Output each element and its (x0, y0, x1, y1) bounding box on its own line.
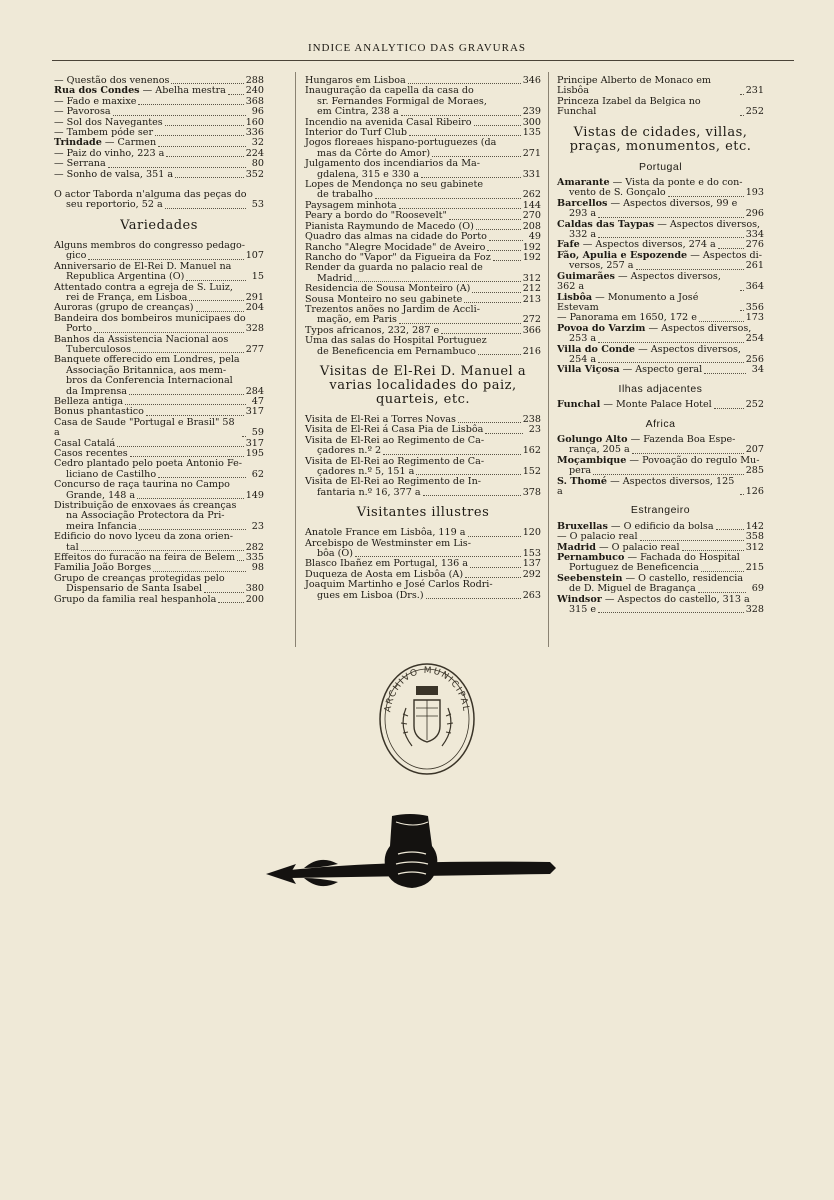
index-entry: Funchal — Monte Palace Hotel 252 (557, 399, 764, 411)
index-entry: Auroras (grupo de creanças) 204 (54, 302, 264, 314)
page-number: 252 (745, 399, 764, 411)
page-number: 292 (522, 568, 541, 580)
page-number: 195 (245, 448, 264, 459)
page-number: 231 (745, 85, 764, 97)
section-title-variedades: Variedades (120, 217, 198, 233)
index-entry: Visita de El-Rei á Casa Pia de Lisbôa 23 (305, 424, 541, 436)
index-entry: Principe Alberto de Monaco em Lisbôa 231 (557, 75, 764, 97)
page-number: 80 (251, 158, 264, 170)
top-rule (52, 60, 794, 61)
index-entry: Barcellos — Aspectos diversos, 99 e 293 a 296 (557, 197, 764, 220)
page-number: 284 (245, 385, 264, 397)
index-entry: Grupo de creanças protegidas pelo Dispensario de Santa Isabel 380 (54, 572, 264, 595)
index-entry: Seebenstein — O castello, residencia de D. Miguel de Bragança 69 (557, 572, 764, 595)
page-number: 213 (522, 293, 541, 305)
index-entry: — Pavorosa 96 (54, 106, 264, 118)
index-entry: Trezentos anões no Jardim de Accli- mação, em Paris 272 (305, 303, 541, 326)
index-entry: Trindade — Carmen 32 (54, 137, 264, 149)
page-number: 335 (245, 552, 264, 564)
page-number: 144 (522, 199, 541, 211)
page-number: 173 (745, 312, 764, 324)
page-number: 312 (745, 541, 764, 553)
page-number: 47 (251, 395, 264, 407)
page-number: 328 (245, 323, 264, 335)
page-number: 282 (245, 541, 264, 553)
page-number: 254 (745, 333, 764, 345)
index-entry: Sousa Monteiro no seu gabinete 213 (305, 293, 541, 305)
page-number: 152 (522, 466, 541, 477)
page-number: 356 (745, 301, 764, 313)
page-number: 32 (251, 137, 264, 149)
page-number: 285 (745, 465, 764, 477)
section-title-africa: Africa (645, 417, 676, 430)
page-number: 59 (251, 427, 264, 439)
index-entry: Bandeira dos bombeiros municipaes do Porto 328 (54, 312, 264, 335)
index-entry: Lisbôa — Monumento a José Estevam 356 (557, 291, 764, 313)
page-number: 193 (745, 187, 764, 199)
page-number: 317 (245, 406, 264, 418)
page-number: 49 (528, 231, 541, 243)
index-entry: Madrid — O palacio real 312 (557, 541, 764, 553)
page-number: 380 (245, 583, 264, 595)
index-entry: — Paiz do vinho, 223 a 224 (54, 147, 264, 159)
index-entry: Familia João Borges 98 (54, 562, 264, 574)
page-number: 215 (745, 562, 764, 574)
page-number: 120 (522, 527, 541, 539)
page-number: 346 (522, 75, 541, 86)
column-divider (295, 72, 296, 647)
index-entry: Rancho do "Vapor" da Figueira da Foz 192 (305, 251, 541, 263)
index-entry: Typos africanos, 232, 287 e 366 (305, 324, 541, 336)
page-number: 160 (245, 116, 264, 128)
index-entry: Casal Catalá 317 (54, 437, 264, 449)
index-entry: Inauguração da capella da casa do sr. Fernandes Formigal de Moraes, em Cintra, 238 a 239 (305, 85, 541, 118)
index-column-3 (557, 76, 764, 615)
page-number: 153 (522, 548, 541, 560)
section-title-ilhas: Ilhas adjacentes (618, 382, 703, 395)
index-entry: Windsor — Aspectos do castello, 313 a 315 e 328 (557, 593, 764, 616)
pointing-hand-ornament-icon (264, 812, 560, 916)
index-entry: Julgamento dos incendiarios da Ma- gdalena, 315 e 330 a 331 (305, 158, 541, 180)
page-number: 328 (745, 604, 764, 616)
index-entry: Princeza Izabel da Belgica no Funchal 252 (557, 95, 764, 118)
column-divider (548, 72, 549, 647)
index-entry: Belleza antiga 47 (54, 395, 264, 407)
page-number: 334 (745, 229, 764, 241)
index-entry: Effeitos do furacão na feira de Belem 335 (54, 552, 264, 564)
index-entry: Concurso de raça taurina no Campo Grande, 148 a 149 (54, 479, 264, 501)
page-number: 69 (751, 583, 764, 595)
page-number: 312 (522, 272, 541, 284)
archive-stamp-icon (376, 660, 478, 778)
index-entry: Villa do Conde — Aspectos diversos, 254 a 256 (557, 343, 764, 365)
page-number: 34 (751, 364, 764, 376)
index-entry: Cedro plantado pelo poeta Antonio Fe- liciano de Castilho 62 (54, 458, 264, 480)
page-number: 107 (245, 250, 264, 262)
page-number: 208 (522, 220, 541, 232)
index-entry: Render da guarda no palacio real de Madrid 312 (305, 262, 541, 284)
page-number: 336 (245, 127, 264, 139)
index-entry: Visita de El-Rei a Torres Novas 238 (305, 413, 541, 425)
page-number: 126 (745, 486, 764, 497)
page-number: 270 (522, 210, 541, 222)
page-number: 212 (522, 283, 541, 295)
index-entry: Duqueza de Aosta em Lisbôa (A) 292 (305, 568, 541, 580)
index-entry: — Serrana 80 (54, 158, 264, 170)
page-number: 162 (522, 445, 541, 457)
index-entry: Casos recentes 195 (54, 448, 264, 459)
index-entry: Banhos da Assistencia Nacional aos Tuberculosos 277 (54, 333, 264, 355)
page-number: 207 (745, 444, 764, 456)
page-number: 291 (245, 291, 264, 303)
page-number: 238 (522, 413, 541, 425)
index-entry: — Questão dos venenos 288 (54, 75, 264, 86)
index-entry: Alguns membros do congresso pedago- gico 107 (54, 239, 264, 262)
page-number: 142 (745, 520, 764, 532)
index-entry: Moçambique — Povoação do regulo Mu- pera 285 (557, 454, 764, 477)
index-entry: Joaquim Martinho e José Carlos Rodri- gues em Lisboa (Drs.) 263 (305, 579, 541, 601)
index-entry: Fão, Apulia e Espozende — Aspectos di- versos, 257 a 261 (557, 249, 764, 272)
index-entry: Pianista Raymundo de Macedo (O) 208 (305, 220, 541, 232)
index-entry: Residencia de Sousa Monteiro (A) 212 (305, 283, 541, 295)
index-entry: Guimarães — Aspectos diversos, 362 a 364 (557, 270, 764, 293)
page-number: 23 (251, 520, 264, 532)
index-entry: — Fado e maxixe 368 (54, 95, 264, 107)
index-entry: Bruxellas — O edificio da bolsa 142 (557, 520, 764, 532)
index-entry: Golungo Alto — Fazenda Boa Espe- rança, 205 a 207 (557, 433, 764, 456)
section-title-visitas: Visitas de El-Rei D. Manuel a varias localidades do paiz, quarteis, etc. (319, 363, 527, 407)
page-number: 378 (522, 486, 541, 498)
index-entry: — Tambem póde ser 336 (54, 127, 264, 139)
index-entry: Visita de El-Rei ao Regimento de Ca- çadores n.º 2 162 (305, 434, 541, 457)
index-entry: O actor Taborda n'alguma das peças do seu reportorio, 52 a 53 (54, 189, 264, 211)
index-entry: Distribuição de enxovaes ás creanças na Associação Protectora da Pri- meira Infancia 23 (54, 500, 264, 532)
index-entry: Anniversario de El-Rei D. Manuel na Republica Argentina (O) 15 (54, 260, 264, 283)
page-number: 204 (245, 302, 264, 314)
index-entry: Visita de El-Rei ao Regimento de Ca- çadores n.º 5, 151 a 152 (305, 455, 541, 477)
page-number: 272 (522, 314, 541, 326)
page-number: 263 (522, 589, 541, 601)
page-number: 239 (522, 106, 541, 118)
svg-text:ARCHIVO MUNICIPAL: ARCHIVO MUNICIPAL (383, 665, 471, 714)
section-title-visitantes: Visitantes illustres (356, 505, 490, 521)
page-number: 271 (522, 147, 541, 159)
page-number: 368 (245, 95, 264, 107)
page-number: 192 (522, 251, 541, 263)
page-number: 62 (251, 468, 264, 480)
index-entry: Edificio do novo lyceu da zona orien- tal 282 (54, 531, 264, 553)
page-number: 366 (522, 324, 541, 336)
page-number: 277 (245, 343, 264, 355)
page-number: 331 (522, 168, 541, 180)
page-number: 240 (245, 85, 264, 97)
index-entry: Interior do Turf Club 135 (305, 127, 541, 139)
index-entry: Attentado contra a egreja de S. Luiz, rei de França, em Lisboa 291 (54, 281, 264, 303)
index-column-2 (305, 76, 541, 601)
index-entry: Quadro das almas na cidade do Porto 49 (305, 231, 541, 243)
page-number: 224 (245, 147, 264, 159)
page-number: 149 (245, 489, 264, 501)
index-entry: Paysagem minhota 144 (305, 199, 541, 211)
page-number: 276 (745, 239, 764, 251)
page-number: 135 (522, 127, 541, 139)
page-number: 364 (745, 281, 764, 293)
page-number: 96 (251, 106, 264, 118)
page-number: 192 (522, 241, 541, 253)
index-entry: Uma das salas do Hospital Portuguez de Beneficencia em Pernambuco 216 (305, 335, 541, 357)
page-number: 296 (745, 208, 764, 220)
index-entry: Hungaros em Lisboa 346 (305, 75, 541, 86)
index-entry: Povoa do Varzim — Aspectos diversos, 253 a 254 (557, 322, 764, 345)
page-number: 137 (522, 558, 541, 570)
section-title-vistas: Vistas de cidades, villas, praças, monumentos, etc. (569, 124, 752, 154)
index-entry: Blasco Ibañez em Portugal, 136 a 137 (305, 558, 541, 570)
page-number: 358 (745, 531, 764, 543)
page-number: 15 (251, 271, 264, 283)
index-entry: S. Thomé — Aspectos diversos, 125 a 126 (557, 475, 764, 497)
page-number: 98 (251, 562, 264, 574)
page-number: 261 (745, 260, 764, 272)
index-entry: Visita de El-Rei ao Regimento de In- fantaria n.º 16, 377 a 378 (305, 476, 541, 498)
index-entry: Caldas das Taypas — Aspectos diversos, 332 a 334 (557, 218, 764, 241)
page-number: 352 (245, 168, 264, 180)
index-entry: Lopes de Mendonça no seu gabinete de trabalho 262 (305, 179, 541, 201)
index-entry: Arcebispo de Westminster em Lis- bôa (O) 153 (305, 537, 541, 560)
index-entry: — Sol dos Navegantes 160 (54, 116, 264, 128)
page-number: 300 (522, 116, 541, 128)
index-entry: Incendio na avenida Casal Ribeiro 300 (305, 116, 541, 128)
page-number: 262 (522, 189, 541, 201)
index-entry: Rancho "Alegre Mocidade" de Aveiro 192 (305, 241, 541, 253)
index-entry: Peary a bordo do "Roosevelt" 270 (305, 210, 541, 222)
page-number: 317 (245, 437, 264, 449)
page-number: 252 (745, 106, 764, 118)
index-entry: — Sonho de valsa, 351 a 352 (54, 168, 264, 180)
index-entry: — O palacio real 358 (557, 531, 764, 543)
page-number: 256 (745, 353, 764, 365)
index-entry: Jogos floreaes hispano-portuguezes (da mas da Côrte do Amor) 271 (305, 137, 541, 159)
section-title-estrangeiro: Estrangeiro (630, 504, 691, 517)
index-entry: Casa de Saude "Portugal e Brasil" 58 a 59 (54, 416, 264, 439)
index-entry: Banquete offerecido em Londres, pela Associação Britannica, aos mem- bros da Conferencia Internacional da Imprensa 284 (54, 354, 264, 397)
index-entry: Villa Viçosa — Aspecto geral 34 (557, 364, 764, 376)
index-column-1 (54, 76, 264, 605)
index-entry: Grupo da familia real hespanhola 200 (54, 593, 264, 605)
page-number: 200 (245, 593, 264, 605)
index-entry: Anatole France em Lisbôa, 119 a 120 (305, 527, 541, 539)
index-entry: Amarante — Vista da ponte e do con- vento de S. Gonçalo 193 (557, 177, 764, 199)
page-number: 288 (245, 75, 264, 86)
page-number: 216 (522, 345, 541, 357)
index-entry: Fafe — Aspectos diversos, 274 a 276 (557, 239, 764, 251)
index-entry: Bonus phantastico 317 (54, 406, 264, 418)
index-entry: Pernambuco — Fachada do Hospital Portuguez de Beneficencia 215 (557, 552, 764, 574)
page-number: 23 (528, 424, 541, 436)
index-entry: — Panorama em 1650, 172 e 173 (557, 312, 764, 324)
section-title-portugal: Portugal (638, 160, 683, 173)
page-title: INDICE ANALYTICO DAS GRAVURAS (307, 42, 527, 54)
index-entry: Rua dos Condes — Abelha mestra 240 (54, 85, 264, 97)
